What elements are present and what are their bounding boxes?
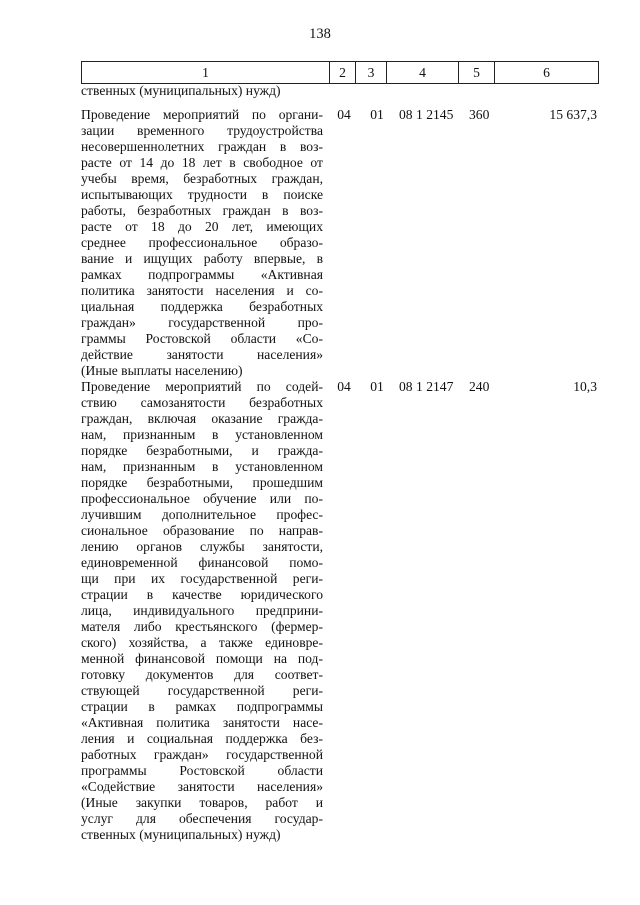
column-header-3: 3 — [356, 62, 387, 84]
description-line: нам, признанным в установленном — [81, 459, 323, 474]
description-line: готовку документов для соответ- — [81, 667, 323, 682]
description-line: единовременной финансовой помо- — [81, 555, 323, 570]
section-code: 04 — [337, 379, 351, 394]
description-line: рамках подпрограммы «Активная — [81, 267, 323, 282]
description-line: страции в рамках подпрограммы — [81, 699, 323, 714]
target-article-code: 08 1 2147 — [399, 379, 454, 394]
column-header-2: 2 — [330, 62, 356, 84]
description-line: учебы время, безработных граждан, — [81, 171, 323, 186]
description-line: испытывающих трудности в поиске — [81, 187, 323, 202]
description-line: страции в качестве юридического — [81, 587, 323, 602]
description-line: ственных (муниципальных) нужд) — [81, 827, 281, 842]
description-line: (Иные выплаты населению) — [81, 363, 243, 378]
description-line: услуг для обеспечения государ- — [81, 811, 323, 826]
column-header-table — [81, 61, 599, 84]
description-line: щи при их государственной реги- — [81, 571, 323, 586]
description-line: ления и социальная поддержка без- — [81, 731, 323, 746]
description-line: расте от 18 до 20 лет, имеющих — [81, 219, 323, 234]
description-line: лица, индивидуального предприни- — [81, 603, 323, 618]
description-line: Проведение мероприятий по содей- — [81, 379, 323, 394]
description-line: политика занятости населения и со- — [81, 283, 323, 298]
description-line: Проведение мероприятий по органи- — [81, 107, 323, 122]
description-line: работных граждан» государственной — [81, 747, 323, 762]
column-header-1: 1 — [82, 62, 330, 84]
amount-value: 15 637,3 — [549, 107, 597, 122]
description-line: циальная поддержка безработных — [81, 299, 323, 314]
expense-type-code: 360 — [469, 107, 490, 122]
description-line: граммы Ростовской области «Со- — [81, 331, 323, 346]
subsection-code: 01 — [370, 379, 384, 394]
description-line: ского) хозяйства, а также единовре- — [81, 635, 323, 650]
amount-value: 10,3 — [573, 379, 597, 394]
page-number: 138 — [309, 26, 331, 42]
description-line: порядке безработными, и гражда- — [81, 443, 323, 458]
description-line: программы Ростовской области — [81, 763, 323, 778]
continuation-line: ственных (муниципальных) нужд) — [81, 83, 281, 98]
description-line: вание и ищущих работу впервые, в — [81, 251, 323, 266]
description-line: сиональное образование по направ- — [81, 523, 323, 538]
row-description — [81, 379, 323, 843]
row-description — [81, 107, 323, 379]
column-header-4: 4 — [387, 62, 459, 84]
description-line: (Иные закупки товаров, работ и — [81, 795, 323, 810]
column-header-5: 5 — [459, 62, 495, 84]
description-line: граждан» государственной про- — [81, 315, 323, 330]
description-line: среднее профессиональное образо- — [81, 235, 323, 250]
description-line: мателя либо крестьянского (фермер- — [81, 619, 323, 634]
description-line: граждан, включая оказание гражда- — [81, 411, 323, 426]
description-line: менной финансовой помощи на под- — [81, 651, 323, 666]
section-code: 04 — [337, 107, 351, 122]
description-line: действие занятости населения» — [81, 347, 323, 362]
description-line: лучившим дополнительное профес- — [81, 507, 323, 522]
description-line: ствию самозанятости безработных — [81, 395, 323, 410]
description-line: порядке безработными, прошедшим — [81, 475, 323, 490]
description-line: несовершеннолетних граждан в воз- — [81, 139, 323, 154]
description-line: «Содействие занятости населения» — [81, 779, 323, 794]
description-line: зации временного трудоустройства — [81, 123, 323, 138]
description-line: лению органов службы занятости, — [81, 539, 323, 554]
subsection-code: 01 — [370, 107, 384, 122]
description-line: профессиональное обучение или по- — [81, 491, 323, 506]
description-line: расте от 14 до 18 лет в свободное от — [81, 155, 323, 170]
description-line: работы, безработных граждан в воз- — [81, 203, 323, 218]
description-line: ствующей государственной реги- — [81, 683, 323, 698]
target-article-code: 08 1 2145 — [399, 107, 454, 122]
description-line: нам, признанным в установленном — [81, 427, 323, 442]
description-line: «Активная политика занятости насе- — [81, 715, 323, 730]
column-header-row — [82, 62, 599, 84]
expense-type-code: 240 — [469, 379, 490, 394]
column-header-6: 6 — [495, 62, 599, 84]
